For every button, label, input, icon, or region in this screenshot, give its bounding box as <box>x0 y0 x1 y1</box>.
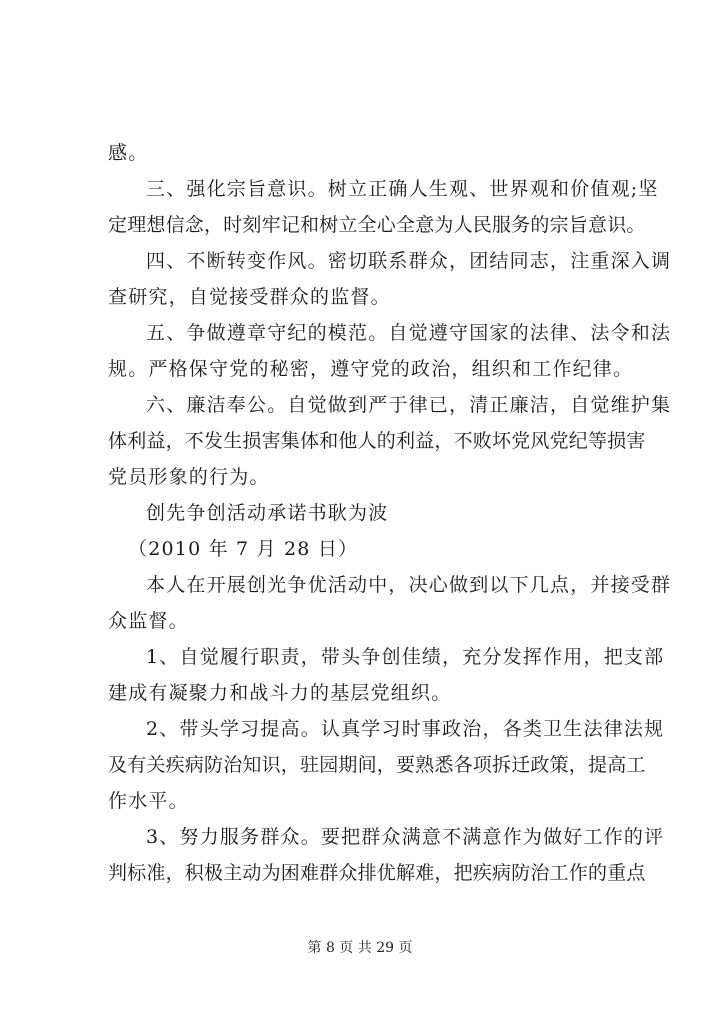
commitment-title: 创先争创活动承诺书耿为波 <box>146 502 389 524</box>
text-line: 作水平。 <box>108 790 189 812</box>
text-line: 四、不断转变作风。密切联系群众，团结同志，注重深入调 <box>146 250 672 272</box>
text-line: 体利益，不发生损害集体和他人的利益，不败坏党风党纪等损害 <box>108 430 646 452</box>
text-line: 六、廉洁奉公。自觉做到严于律已，清正廉洁，自觉维护集 <box>146 394 672 416</box>
text-line: 五、争做遵章守纪的模范。自觉遵守国家的法律、法令和法 <box>146 322 672 344</box>
text-line: 查研究，自觉接受群众的监督。 <box>108 286 391 308</box>
text-line: 建成有凝聚力和战斗力的基层党组织。 <box>108 682 452 704</box>
page-number: 第 8 页 共 29 页 <box>307 940 413 956</box>
text-line: 众监督。 <box>108 610 189 632</box>
text-line: 规。严格保守党的秘密，遵守党的政治，组织和工作纪律。 <box>108 358 634 380</box>
text-line: 感。 <box>108 142 149 164</box>
text-line: 本人在开展创光争优活动中，决心做到以下几点，并接受群 <box>146 574 672 596</box>
text-line: 党员形象的行为。 <box>108 466 270 488</box>
text-line: 3、努力服务群众。要把群众满意不满意作为做好工作的评 <box>146 826 665 848</box>
text-line: 三、强化宗旨意识。树立正确人生观、世界观和价值观;坚 <box>146 178 659 200</box>
text-line: 判标准，积极主动为困难群众排优解难，把疾病防治工作的重点 <box>108 862 646 884</box>
text-line: 及有关疾病防治知识，驻园期间，要熟悉各项拆迁政策，提高工 <box>108 754 646 776</box>
commitment-date: （2010 年 7 月 28 日） <box>128 538 359 560</box>
text-line: 2、带头学习提高。认真学习时事政治，各类卫生法律法规 <box>146 718 665 740</box>
text-line: 1、自觉履行职责，带头争创佳绩，充分发挥作用，把支部 <box>146 646 665 668</box>
text-line: 定理想信念，时刻牢记和树立全心全意为人民服务的宗旨意识。 <box>108 214 646 236</box>
